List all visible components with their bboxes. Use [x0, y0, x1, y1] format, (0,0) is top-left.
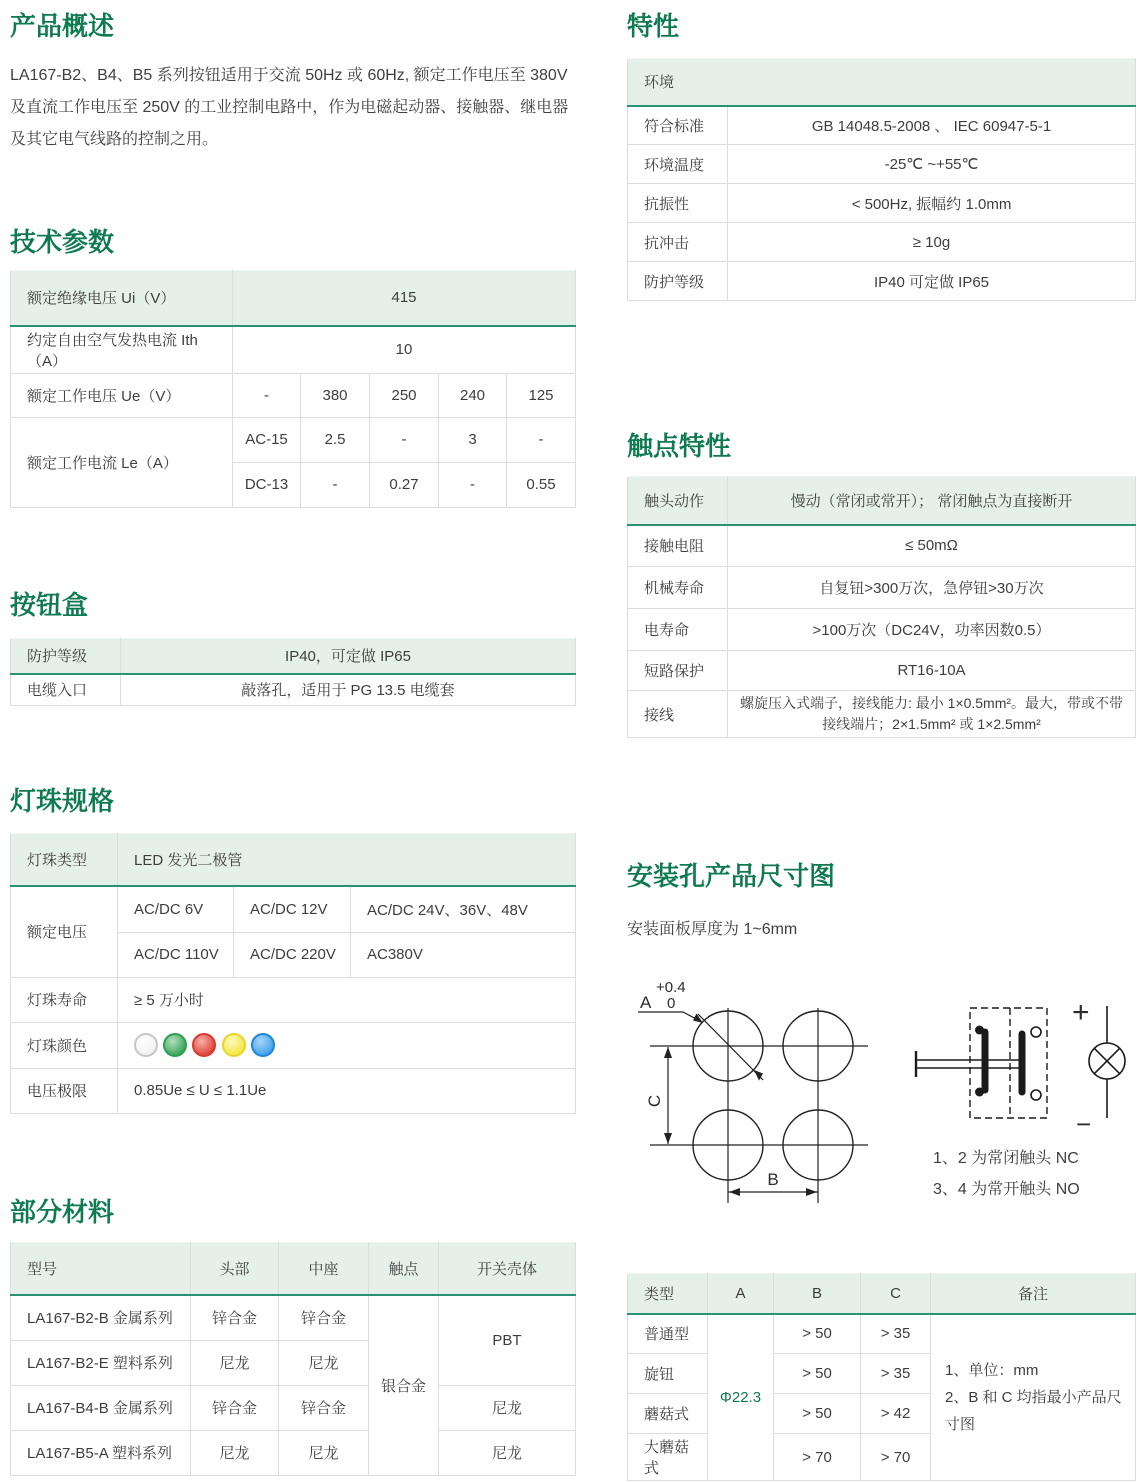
materials-table	[10, 1242, 576, 1476]
model-cell: LA167-B5-A 塑料系列	[11, 1430, 191, 1475]
label-cell: 电压极限	[11, 1068, 118, 1113]
mounting-size-table	[627, 1273, 1136, 1481]
table-row	[11, 833, 576, 886]
value-cell: PBT	[439, 1295, 576, 1385]
value-cell: 尼龙	[191, 1430, 279, 1475]
label-cell: 防护等级	[628, 262, 728, 301]
section-title-button-box: 按钮盒	[10, 589, 89, 620]
value-cell: AC/DC 220V	[234, 932, 351, 977]
table-row	[628, 477, 1136, 525]
value-cell: 尼龙	[279, 1430, 369, 1475]
label-cell: 防护等级	[11, 638, 121, 674]
value-cell: ≥ 10g	[728, 223, 1136, 262]
model-cell: LA167-B4-B 金属系列	[11, 1385, 191, 1430]
label-cell: 符合标准	[628, 106, 728, 145]
table-row	[11, 1295, 576, 1340]
value-cell: 尼龙	[191, 1340, 279, 1385]
value-cell: AC380V	[351, 932, 576, 977]
value-cell: -	[370, 417, 439, 462]
label-cell: 短路保护	[628, 651, 728, 691]
value-cell: 250	[370, 373, 439, 417]
value-cell: 3	[439, 417, 507, 462]
value-cell: 锌合金	[279, 1385, 369, 1430]
tech-params-table	[10, 270, 576, 508]
value-cell: LED 发光二极管	[118, 833, 576, 886]
led-dot-white-icon	[134, 1033, 158, 1057]
value-cell: 螺旋压入式端子，接线能力: 最小 1×0.5mm²。最大，带或不带接线端片；2×1.5mm² 或 1×2.5mm²	[728, 691, 1136, 738]
header-cell: 触头动作	[628, 477, 728, 525]
value-cell: 敲落孔，适用于 PG 13.5 电缆套	[121, 674, 576, 705]
table-row	[11, 1385, 576, 1430]
value-cell: > 50	[774, 1394, 861, 1434]
value-cell: GB 14048.5-2008 、 IEC 60947-5-1	[728, 106, 1136, 145]
label-cell: 额定工作电压 Ue（V）	[11, 373, 233, 417]
value-cell: < 500Hz, 振幅约 1.0mm	[728, 184, 1136, 223]
contact-notes	[933, 1143, 1080, 1205]
label-cell: 灯珠寿命	[11, 977, 118, 1022]
label-cell: 电寿命	[628, 609, 728, 651]
value-cell: 10	[233, 326, 576, 374]
remark-line: 1、单位：mm	[945, 1361, 1039, 1379]
overview-paragraph: LA167-B2、B4、B5 系列按钮适用于交流 50Hz 或 60Hz, 额定工作电压至 380V 及直流工作电压至 250V 的工业控制电路中，作为电磁起动器、接触器、继电器及其它电气线路的控制之用。	[10, 67, 569, 148]
section-title-tech-params: 技术参数	[10, 227, 115, 257]
value-cell: RT16-10A	[728, 651, 1136, 691]
left-column	[10, 0, 575, 1476]
dim-b-label: B	[767, 1170, 779, 1189]
mounting-panel-thickness-note: 安装面板厚度为 1~6mm	[627, 921, 798, 938]
value-cell: AC/DC 6V	[118, 886, 234, 932]
value-cell: -	[507, 417, 576, 462]
value-cell: 锌合金	[279, 1295, 369, 1340]
header-cell: 开关壳体	[439, 1242, 576, 1295]
table-row	[11, 674, 576, 705]
led-dot-yellow-icon	[222, 1033, 246, 1057]
table-row	[11, 886, 576, 932]
table-row	[628, 1314, 1136, 1354]
value-cell: -	[301, 462, 370, 507]
type-cell: 普通型	[628, 1314, 708, 1354]
mounting-hole-diagram	[630, 960, 910, 1260]
value-cell: DC-13	[233, 462, 301, 507]
table-row	[628, 567, 1136, 609]
contact-features-table	[627, 476, 1136, 738]
type-cell: 旋钮	[628, 1354, 708, 1394]
plus-symbol: +	[1072, 996, 1090, 1029]
section-title-contact-features: 触点特性	[627, 431, 732, 461]
section-title-features: 特性	[627, 11, 680, 41]
header-cell: 头部	[191, 1242, 279, 1295]
value-cell: 380	[301, 373, 370, 417]
value-cell: > 50	[774, 1314, 861, 1354]
table-row	[628, 1274, 1136, 1314]
value-cell: > 35	[861, 1354, 931, 1394]
value-cell: 锌合金	[191, 1295, 279, 1340]
value-cell: > 70	[861, 1434, 931, 1481]
value-cell: ≥ 5 万小时	[118, 977, 576, 1022]
mounting-diagram-area	[627, 955, 1135, 1265]
label-cell: 接触电阻	[628, 525, 728, 567]
value-cell: > 70	[774, 1434, 861, 1481]
no-note: 3、4 为常开触头 NO	[933, 1181, 1080, 1198]
label-cell: 额定绝缘电压 Ui（V）	[11, 271, 233, 326]
label-cell: 接线	[628, 691, 728, 738]
table-row	[11, 638, 576, 674]
label-cell: 电缆入口	[11, 674, 121, 705]
header-cell: C	[861, 1274, 931, 1314]
header-cell: 触点	[369, 1242, 439, 1295]
led-dot-red-icon	[192, 1033, 216, 1057]
value-cell: 尼龙	[439, 1385, 576, 1430]
header-cell: 中座	[279, 1242, 369, 1295]
led-dot-blue-icon	[251, 1033, 275, 1057]
table-row	[11, 1022, 576, 1068]
value-cell: -	[233, 373, 301, 417]
model-cell: LA167-B2-E 塑料系列	[11, 1340, 191, 1385]
dim-c-label: C	[645, 1094, 664, 1108]
contact-circuit-diagram	[910, 990, 1140, 1150]
section-title-led-spec: 灯珠规格	[10, 785, 115, 816]
value-cell: > 42	[861, 1394, 931, 1434]
value-cell: 银合金	[369, 1295, 439, 1475]
table-row	[11, 373, 576, 417]
table-row	[628, 691, 1136, 738]
minus-symbol: −	[1076, 1109, 1092, 1139]
label-cell: 机械寿命	[628, 567, 728, 609]
table-row	[628, 223, 1136, 262]
table-row	[11, 417, 576, 462]
table-row	[628, 184, 1136, 223]
value-cell: IP40 可定做 IP65	[728, 262, 1136, 301]
led-spec-table	[10, 833, 576, 1114]
features-table	[627, 58, 1136, 301]
value-cell: AC/DC 110V	[118, 932, 234, 977]
dim-a-tolerance-upper: +0.4	[656, 979, 686, 996]
section-title-mounting-dims: 安装孔产品尺寸图	[627, 861, 836, 891]
dim-a-label: A	[640, 993, 652, 1012]
type-cell: 大蘑菇式	[628, 1434, 708, 1481]
label-cell: 抗冲击	[628, 223, 728, 262]
label-cell: 约定自由空气发热电流 Ith（A）	[11, 326, 233, 374]
value-cell: 自复钮>300万次，急停钮>30万次	[728, 567, 1136, 609]
right-column	[627, 0, 1135, 1481]
type-cell: 蘑菇式	[628, 1394, 708, 1434]
value-cell: 2.5	[301, 417, 370, 462]
led-color-dots-cell	[118, 1022, 576, 1068]
label-cell: 额定电压	[11, 886, 118, 977]
value-cell: 240	[439, 373, 507, 417]
value-cell: 尼龙	[279, 1340, 369, 1385]
value-cell: IP40，可定做 IP65	[121, 638, 576, 674]
value-cell: -25℃ ~+55℃	[728, 145, 1136, 184]
value-cell: > 35	[861, 1314, 931, 1354]
table-row	[628, 262, 1136, 301]
led-dot-green-icon	[163, 1033, 187, 1057]
value-cell: 415	[233, 271, 576, 326]
value-cell: 锌合金	[191, 1385, 279, 1430]
header-cell: 环境	[628, 59, 1136, 106]
table-row	[11, 1430, 576, 1475]
header-cell: 慢动（常闭或常开）； 常闭触点为直接断开	[728, 477, 1136, 525]
table-row	[628, 651, 1136, 691]
value-cell: AC/DC 12V	[234, 886, 351, 932]
table-row	[11, 1068, 576, 1113]
table-row	[628, 59, 1136, 106]
header-cell: 备注	[931, 1274, 1136, 1314]
header-cell: 型号	[11, 1242, 191, 1295]
header-cell: B	[774, 1274, 861, 1314]
value-cell: -	[439, 462, 507, 507]
remark-line: 2、B 和 C 均指最小产品尺寸图	[945, 1388, 1122, 1433]
table-row	[11, 1242, 576, 1295]
label-cell: 灯珠类型	[11, 833, 118, 886]
value-cell: >100万次（DC24V，功率因数0.5）	[728, 609, 1136, 651]
table-row	[628, 525, 1136, 567]
button-box-table	[10, 638, 576, 706]
label-cell: 灯珠颜色	[11, 1022, 118, 1068]
dim-a-tolerance-lower: 0	[667, 995, 676, 1012]
value-cell: ≤ 50mΩ	[728, 525, 1136, 567]
remark-cell	[931, 1314, 1136, 1481]
label-cell: 抗振性	[628, 184, 728, 223]
table-row	[11, 977, 576, 1022]
table-row	[628, 145, 1136, 184]
value-cell: AC/DC 24V、36V、48V	[351, 886, 576, 932]
model-cell: LA167-B2-B 金属系列	[11, 1295, 191, 1340]
value-cell: 0.55	[507, 462, 576, 507]
a-diameter-cell: Φ22.3	[708, 1314, 774, 1481]
label-cell: 环境温度	[628, 145, 728, 184]
value-cell: 125	[507, 373, 576, 417]
table-row	[628, 106, 1136, 145]
section-title-product-overview: 产品概述	[10, 11, 115, 41]
table-row	[11, 326, 576, 374]
value-cell: 0.27	[370, 462, 439, 507]
nc-note: 1、2 为常闭触头 NC	[933, 1150, 1079, 1167]
value-cell: > 50	[774, 1354, 861, 1394]
label-cell: 额定工作电流 Le（A）	[11, 417, 233, 507]
table-row	[11, 271, 576, 326]
value-cell: 0.85Ue ≤ U ≤ 1.1Ue	[118, 1068, 576, 1113]
table-row	[628, 609, 1136, 651]
value-cell: 尼龙	[439, 1430, 576, 1475]
section-title-materials: 部分材料	[10, 1196, 115, 1227]
header-cell: A	[708, 1274, 774, 1314]
header-cell: 类型	[628, 1274, 708, 1314]
value-cell: AC-15	[233, 417, 301, 462]
